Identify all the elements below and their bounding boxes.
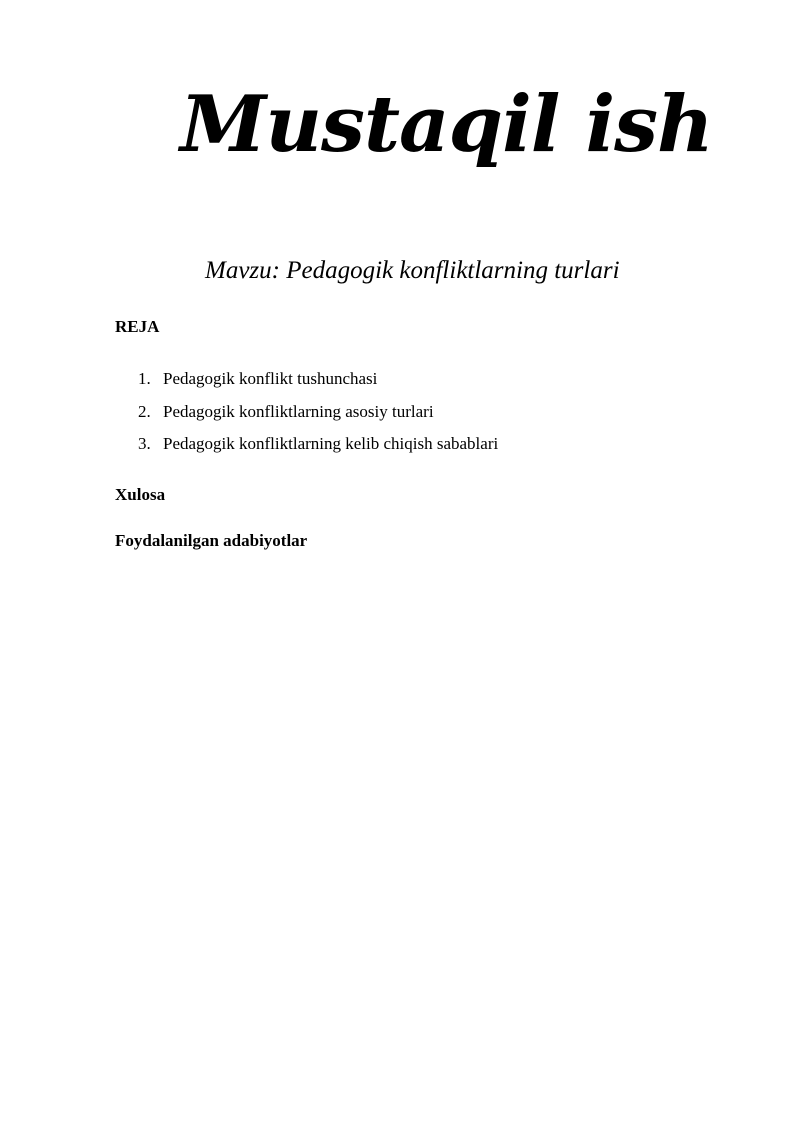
document-subtitle: Mavzu: Pedagogik konfliktlarning turlari <box>205 257 620 284</box>
plan-item-number: 1. <box>138 369 151 388</box>
plan-item-text: Pedagogik konfliktlarning asosiy turlari <box>163 401 434 421</box>
plan-item-number: 3. <box>138 434 151 453</box>
conclusion-heading: Xulosa <box>115 485 166 504</box>
document-title: Mustaqil ish <box>180 79 713 170</box>
references-heading: Foydalanilgan adabiyotlar <box>115 531 308 550</box>
plan-heading: REJA <box>115 317 160 336</box>
plan-item <box>138 433 498 466</box>
plan-item <box>138 401 498 434</box>
plan-item-text: Pedagogik konfliktlarning kelib chiqish sabablari <box>163 434 499 453</box>
plan-item-text: Pedagogik konflikt tushunchasi <box>163 369 378 388</box>
plan-item <box>138 368 498 401</box>
plan-list <box>138 368 498 466</box>
plan-item-number: 2. <box>138 401 151 421</box>
